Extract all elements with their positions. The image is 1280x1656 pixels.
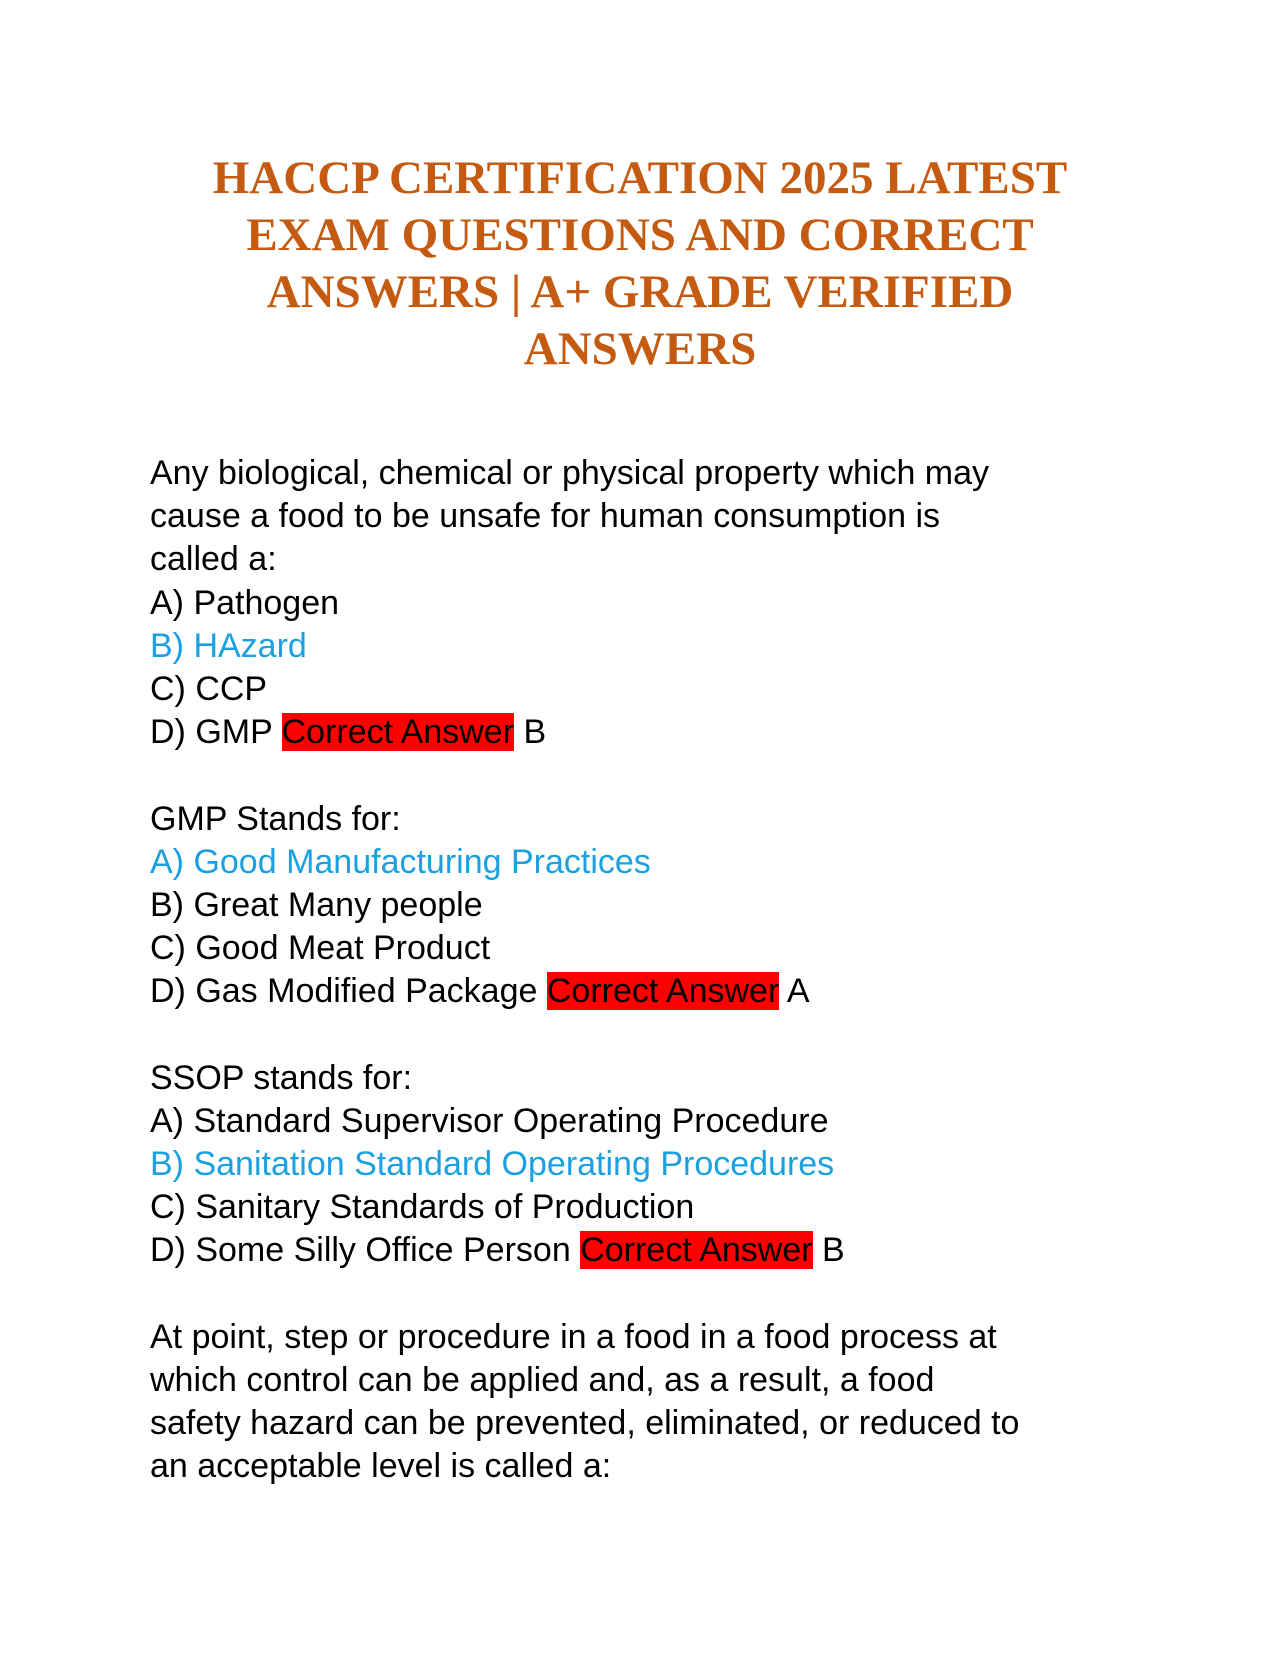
correct-answer-tag: Correct Answer — [580, 1231, 813, 1270]
option-d-line — [150, 970, 1150, 1013]
option-b-correct: B) HAzard — [150, 626, 307, 665]
option-d: D) Some Silly Office Person — [150, 1231, 571, 1270]
option-d-line — [150, 711, 1150, 754]
option-a-correct: A) Good Manufacturing Practices — [150, 842, 651, 881]
question-4 — [150, 1316, 1150, 1489]
question-stem: which control can be applied and, as a result, a food — [150, 1360, 935, 1399]
question-stem: safety hazard can be prevented, eliminated, or reduced to — [150, 1404, 1020, 1443]
title-line: EXAM QUESTIONS AND CORRECT — [246, 209, 1034, 261]
title-line: ANSWERS — [523, 323, 757, 375]
option-c: C) Sanitary Standards of Production — [150, 1188, 695, 1227]
answer-letter: B — [523, 713, 547, 752]
option-a: A) Standard Supervisor Operating Procedure — [150, 1101, 829, 1140]
option-d: D) Gas Modified Package — [150, 972, 538, 1011]
question-stem: GMP Stands for: — [150, 799, 401, 838]
answer-letter: A — [786, 972, 810, 1011]
question-stem: At point, step or procedure in a food in a food process at — [150, 1317, 997, 1356]
document-title — [140, 150, 1140, 378]
option-c: C) CCP — [150, 669, 268, 708]
title-line: HACCP CERTIFICATION 2025 LATEST — [212, 152, 1068, 204]
option-b: B) Great Many people — [150, 885, 483, 924]
spacer — [150, 1013, 1150, 1056]
option-d: D) GMP — [150, 713, 273, 752]
title-line: ANSWERS | A+ GRADE VERIFIED — [266, 266, 1014, 318]
question-stem: called a: — [150, 540, 277, 579]
question-2 — [150, 798, 1150, 1014]
correct-answer-tag: Correct Answer — [546, 972, 780, 1011]
questions-body — [150, 452, 1150, 1489]
answer-letter: B — [822, 1231, 845, 1270]
question-stem: Any biological, chemical or physical property which may — [150, 454, 990, 492]
spacer — [150, 754, 1150, 797]
question-stem: an acceptable level is called a: — [150, 1447, 612, 1486]
option-b-correct: B) Sanitation Standard Operating Procedures — [150, 1145, 835, 1183]
option-c: C) Good Meat Product — [150, 929, 491, 968]
option-a: A) Pathogen — [150, 583, 340, 622]
question-1 — [150, 452, 1150, 754]
question-stem: cause a food to be unsafe for human consumption is — [150, 497, 941, 536]
question-stem: SSOP stands for: — [150, 1058, 413, 1097]
option-d-line — [150, 1229, 1150, 1272]
spacer — [150, 1273, 1150, 1316]
correct-answer-tag: Correct Answer — [281, 713, 515, 752]
question-3 — [150, 1057, 1150, 1273]
